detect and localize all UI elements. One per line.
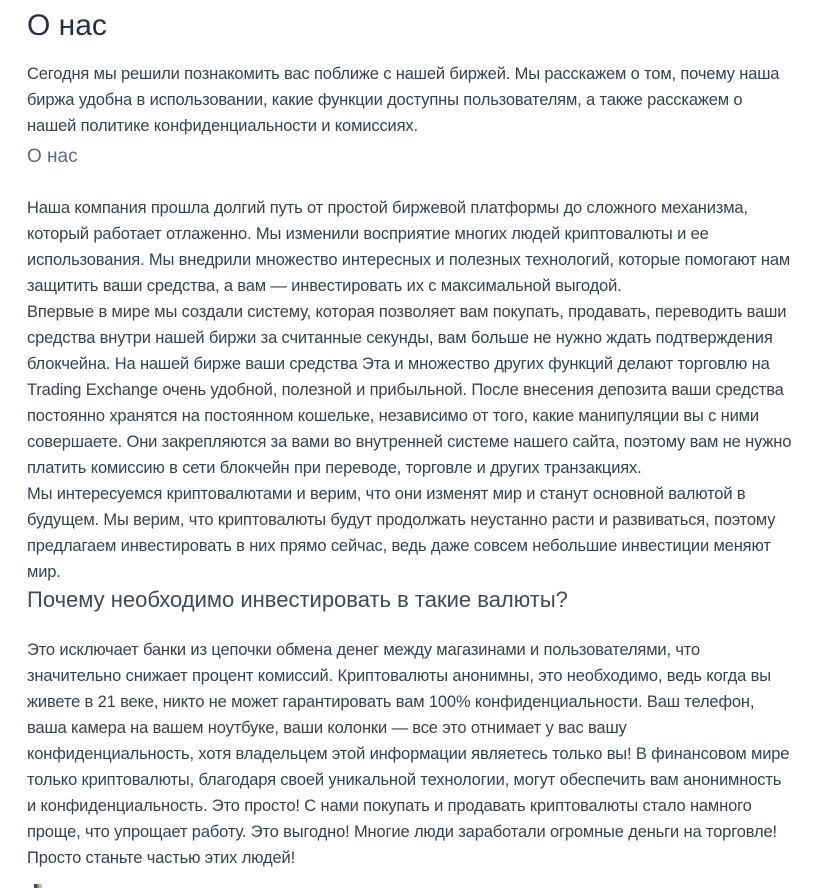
intro-paragraph: Сегодня мы решили познакомить вас поближе с нашей биржей. Мы расскажем о том, почему наша биржа удобна в использовании, какие функции доступны пользователям, а также расскажем о нашей политике конфиденциальности и комиссиях. [27, 65, 780, 135]
page-title: О нас [27, 9, 107, 42]
partial-image-blue-segment [39, 884, 42, 888]
why-invest-section-heading: Почему необходимо инвестировать в такие валюты? [27, 587, 568, 612]
about-paragraph-3: Мы интересуемся криптовалютами и верим, что они изменят мир и станут основной валютой в будущем. Мы верим, что криптовалюты будут продолжать неустанно расти и развиваться, поэтому предлагаем инвестировать в них прямо сейчас, ведь даже совсем небольшие инвестиции меняют мир. [27, 485, 776, 581]
partial-image-bottom [34, 884, 42, 888]
about-section-heading: О нас [27, 146, 78, 167]
why-invest-paragraph: Это исключает банки из цепочки обмена денег между магазинами и пользователями, что значительно снижает процент комиссий. Криптовалюты анонимны, это необходимо, ведь когда вы живете в 21 веке, никто не может гарантировать вам 100% конфиденциальности. Ваш телефон, ваша камера на вашем ноутбуке, ваши колонки — все это отнимает у вас вашу конфиденциальность, хотя владельцем этой информации являетесь только вы! В финансовом мире только криптовалюты, благодаря своей уникальной технологии, могут обеспечить вам анонимность и конфиденциальность. Это просто! С нами покупать и продавать криптовалюты стало намного проще, что упрощает работу. Это выгодно! Многие люди заработали огромные деньги на торговле! Просто станьте частью этих людей! [27, 641, 790, 867]
about-paragraph-2: Впервые в мире мы создали систему, которая позволяет вам покупать, продавать, переводить ваши средства внутри нашей биржи за считанные секунды, вам больше не нужно ждать подтверждения блокчейна. На нашей бирже ваши средства Эта и множество других функций делают торговлю на Trading Exchange очень удобной, полезной и прибыльной. После внесения депозита ваши средства постоянно хранятся на постоянном кошельке, независимо от того, какие манипуляции вы с ними совершаете. Они закрепляются за вами во внутренней системе нашего сайта, поэтому вам не нужно платить комиссию в сети блокчейн при переводе, торговле и других транзакциях. [27, 303, 792, 477]
about-paragraph-1: Наша компания прошла долгий путь от простой биржевой платформы до сложного механизма, который работает отлаженно. Мы изменили восприятие многих людей криптовалюты и ее использования. Мы внедрили множество интересных и полезных технологий, которые помогают нам защитить ваши средства, а вам — инвестировать их с максимальной выгодой. [27, 199, 791, 295]
